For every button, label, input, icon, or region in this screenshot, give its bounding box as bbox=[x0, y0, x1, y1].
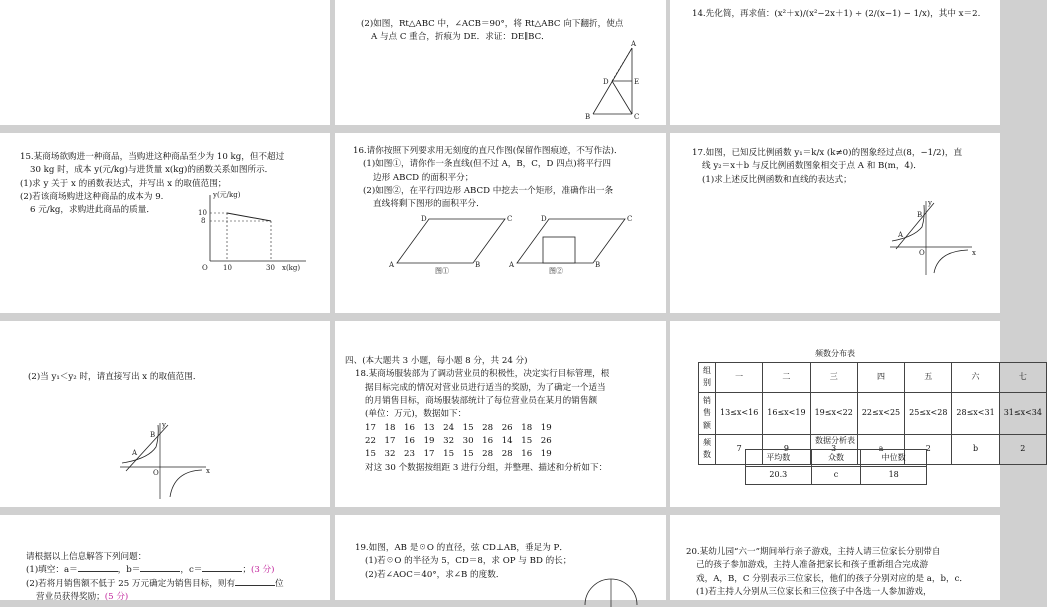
table-cell: 3 bbox=[810, 434, 857, 464]
table-cell: 平均数 bbox=[746, 450, 812, 467]
table-cell: 9 bbox=[763, 434, 810, 464]
panel-problem-13-2 bbox=[335, 0, 666, 125]
table-cell: 7 bbox=[716, 434, 763, 464]
panel-tables bbox=[670, 321, 1042, 507]
panel-problem-17-1 bbox=[670, 133, 1000, 313]
table-cell: 六 bbox=[952, 363, 999, 393]
label-a: A bbox=[631, 40, 637, 48]
y-axis-label: y bbox=[162, 421, 166, 429]
data-row: 17 18 16 13 24 15 28 26 18 19 bbox=[365, 422, 552, 433]
table-cell: 31≤x<34 bbox=[999, 392, 1046, 434]
panel-problem-15 bbox=[0, 133, 330, 313]
table-cell: 频数 bbox=[699, 434, 716, 464]
table-cell: 众数 bbox=[811, 450, 861, 467]
data-row: 22 17 16 19 32 30 16 14 15 26 bbox=[365, 435, 552, 446]
table-cell: b bbox=[952, 434, 999, 464]
text-line: (2)若∠AOC＝40°，求∠B 的度数． bbox=[365, 569, 505, 580]
parallelogram-figure-1 bbox=[389, 215, 513, 275]
data-row: 15 32 23 17 15 15 28 28 16 19 bbox=[365, 449, 552, 460]
label-a: A bbox=[509, 261, 515, 269]
label-d: D bbox=[421, 215, 427, 223]
panel-problem-16 bbox=[335, 133, 666, 313]
label-d: D bbox=[541, 215, 547, 223]
statistics-table bbox=[745, 449, 927, 485]
panel-blank-top-left bbox=[0, 0, 330, 125]
fill-in-line: (1)填空：a＝ ，b＝ ，c＝ ；(3 分) bbox=[26, 565, 275, 576]
text-line: 的月销售目标，商场服装部统计了每位营业员在某月的销售额 bbox=[365, 395, 598, 406]
table-cell: 18 bbox=[861, 467, 927, 484]
figure-caption: 图① bbox=[435, 267, 449, 275]
x-axis-label: x bbox=[972, 249, 976, 257]
figure-caption: 图② bbox=[549, 267, 563, 275]
text-line: 直线将剩下图形的面积平分． bbox=[373, 199, 485, 210]
text-line: 6 元/kg，求购进此商品的质量． bbox=[30, 205, 155, 216]
table-row bbox=[699, 363, 1047, 393]
table-cell: 20.3 bbox=[746, 467, 812, 484]
text-line: (2)如图，Rt△ABC 中，∠ACB＝90°，将 Rt△ABC 向下翻折，使点 bbox=[361, 19, 624, 29]
table-cell: 13≤x<16 bbox=[716, 392, 763, 434]
text-line: 己的孩子参加游戏，主持人准备把家长和孩子重新组合完成游 bbox=[696, 560, 929, 571]
table-cell: 25≤x<28 bbox=[905, 392, 952, 434]
text-line: 30 kg 时，成本 y(元/kg)与进货量 x(kg)的函数关系如图所示． bbox=[30, 165, 274, 176]
x-axis-label: x bbox=[206, 467, 210, 475]
text-line: (1)求 y 关于 x 的函数表达式，并写出 x 的取值范围； bbox=[20, 178, 227, 189]
points-badge: (3 分) bbox=[251, 565, 275, 576]
label-b: B bbox=[475, 261, 481, 269]
label-b: B bbox=[585, 113, 591, 121]
text-line: 14.先化简，再求值：(x²＋x)/(x²−2x＋1) ÷ (2/(x−1) − 1/x)，其中 x＝2. bbox=[692, 9, 981, 19]
panel-problem-17-2 bbox=[0, 321, 330, 507]
text-line: 16.请你按照下列要求用无刻度的直尺作图(保留作图痕迹，不写作法)． bbox=[353, 146, 623, 156]
text-line: 请根据以上信息解答下列问题： bbox=[26, 552, 147, 562]
label-b: B bbox=[150, 431, 156, 439]
label-d: D bbox=[603, 78, 609, 86]
text-line: (1)求上述反比例函数和直线的表达式； bbox=[702, 174, 852, 185]
label-c: C bbox=[634, 113, 640, 121]
table-row bbox=[699, 392, 1047, 434]
table-row bbox=[746, 467, 927, 484]
table-cell: 19≤x<22 bbox=[810, 392, 857, 434]
label-a: A bbox=[132, 449, 138, 457]
table-cell: 22≤x<25 bbox=[857, 392, 904, 434]
table-cell: 七 bbox=[999, 363, 1046, 393]
circle-diagram bbox=[581, 577, 641, 607]
table-cell: 三 bbox=[810, 363, 857, 393]
table-cell: 二 bbox=[763, 363, 810, 393]
table-cell: c bbox=[811, 467, 861, 484]
text-line: 对这 30 个数据按组距 3 进行分组，并整理、描述和分析如下： bbox=[365, 462, 608, 473]
table-cell: 中位数 bbox=[861, 450, 927, 467]
text-line: 17.如图，已知反比例函数 y₁＝k/x (k≠0)的图象经过点(8，−1/2)，直 bbox=[692, 148, 963, 158]
panel-problem-20 bbox=[670, 515, 1000, 600]
origin-label: O bbox=[153, 469, 159, 477]
text-line: 线 y₂＝x＋b 与反比例函数图象相交于点 A 和 B(m，4)． bbox=[702, 161, 922, 172]
panel-problem-19 bbox=[335, 515, 666, 600]
panel-problem-18-questions bbox=[0, 515, 330, 600]
text-line: 18.某商场服装部为了调动营业员的积极性，决定实行目标管理，根 bbox=[355, 369, 610, 380]
y-tick-10: 10 bbox=[198, 209, 207, 217]
y-axis-label: y(元/kg) bbox=[213, 191, 241, 199]
section-heading: 四、(本大题共 3 小题，每小题 8 分，共 24 分) bbox=[345, 356, 528, 366]
stat-table-title: 数据分析表 bbox=[815, 436, 855, 445]
text-line: 19.如图，AB 是☉O 的直径，弦 CD⊥AB，垂足为 P． bbox=[355, 543, 568, 553]
table-cell: 一 bbox=[716, 363, 763, 393]
table-cell: 组别 bbox=[699, 363, 716, 393]
text-line: A 与点 C 重合，折痕为 DE．求证：DE∥BC． bbox=[371, 32, 550, 43]
table-cell: 2 bbox=[905, 434, 952, 464]
table-cell: 16≤x<19 bbox=[763, 392, 810, 434]
text-line: 营业员获得奖励；(5 分) bbox=[36, 591, 129, 602]
text-line: (1)若☉O 的半径为 5，CD＝8，求 OP 与 BD 的长； bbox=[365, 556, 572, 567]
y-axis-label: y bbox=[928, 199, 932, 207]
points-badge: (5 分) bbox=[104, 591, 129, 602]
x-axis-label: x(kg) bbox=[282, 264, 301, 272]
text-line: (1)若主持人分别从三位家长和三位孩子中各选一人参加游戏， bbox=[696, 586, 932, 597]
table-cell: 四 bbox=[857, 363, 904, 393]
parallelogram-figure-2 bbox=[509, 215, 633, 275]
label-b: B bbox=[917, 211, 923, 219]
hyperbola-line-graph bbox=[118, 421, 218, 501]
triangle-fold-diagram bbox=[585, 40, 645, 120]
table-cell: 五 bbox=[905, 363, 952, 393]
text-line: 据目标完成的情况对营业员进行适当的奖励，为了确定一个适当 bbox=[365, 382, 606, 393]
freq-table-title: 频数分布表 bbox=[815, 349, 855, 358]
text-line: 戏，A，B，C 分别表示三位家长，他们的孩子分别对应的是 a，b，c． bbox=[696, 573, 969, 584]
text-line: (1)如图①，请你作一条直线(但不过 A，B，C，D 四点)将平行四 bbox=[363, 159, 611, 170]
label-c: C bbox=[627, 215, 633, 223]
text-line: (2)若该商场购进这种商品的成本为 9. bbox=[20, 191, 164, 202]
text-line: (2)若将月销售额不低于 25 万元确定为销售目标，则有 位 bbox=[26, 578, 284, 589]
table-cell: 2 bbox=[999, 434, 1046, 464]
label-c: C bbox=[507, 215, 513, 223]
cost-function-graph bbox=[196, 191, 316, 271]
label-a: A bbox=[389, 261, 395, 269]
text-line: 15.某商场欲购进一种商品，当购进这种商品至少为 10 kg，但不超过 bbox=[20, 152, 285, 162]
label-b: B bbox=[595, 261, 601, 269]
table-cell: 28≤x<31 bbox=[952, 392, 999, 434]
text-line: (单位：万元)，数据如下： bbox=[365, 409, 467, 420]
table-row bbox=[746, 450, 927, 467]
origin-label: O bbox=[919, 249, 925, 257]
label-a: A bbox=[898, 231, 904, 239]
text-line: (2)当 y₁＜y₂ 时，请直接写出 x 的取值范围． bbox=[28, 372, 202, 382]
origin-label: O bbox=[202, 264, 208, 272]
text-line: 边形 ABCD 的面积平分； bbox=[373, 172, 474, 183]
panel-problem-14 bbox=[670, 0, 1000, 125]
label-e: E bbox=[634, 78, 640, 86]
y-tick-8: 8 bbox=[201, 217, 206, 225]
table-cell: 销售额 bbox=[699, 392, 716, 434]
text-line: 20.某幼儿园“六一”期间举行亲子游戏，主持人请三位家长分别带自 bbox=[686, 547, 941, 557]
table-cell: a bbox=[857, 434, 904, 464]
text-line: (2)如图②，在平行四边形 ABCD 中挖去一个矩形，准确作出一条 bbox=[363, 185, 614, 196]
hyperbola-line-graph bbox=[888, 197, 978, 277]
x-tick-30: 30 bbox=[266, 264, 275, 272]
x-tick-10: 10 bbox=[223, 264, 232, 272]
panel-problem-18 bbox=[335, 321, 666, 507]
